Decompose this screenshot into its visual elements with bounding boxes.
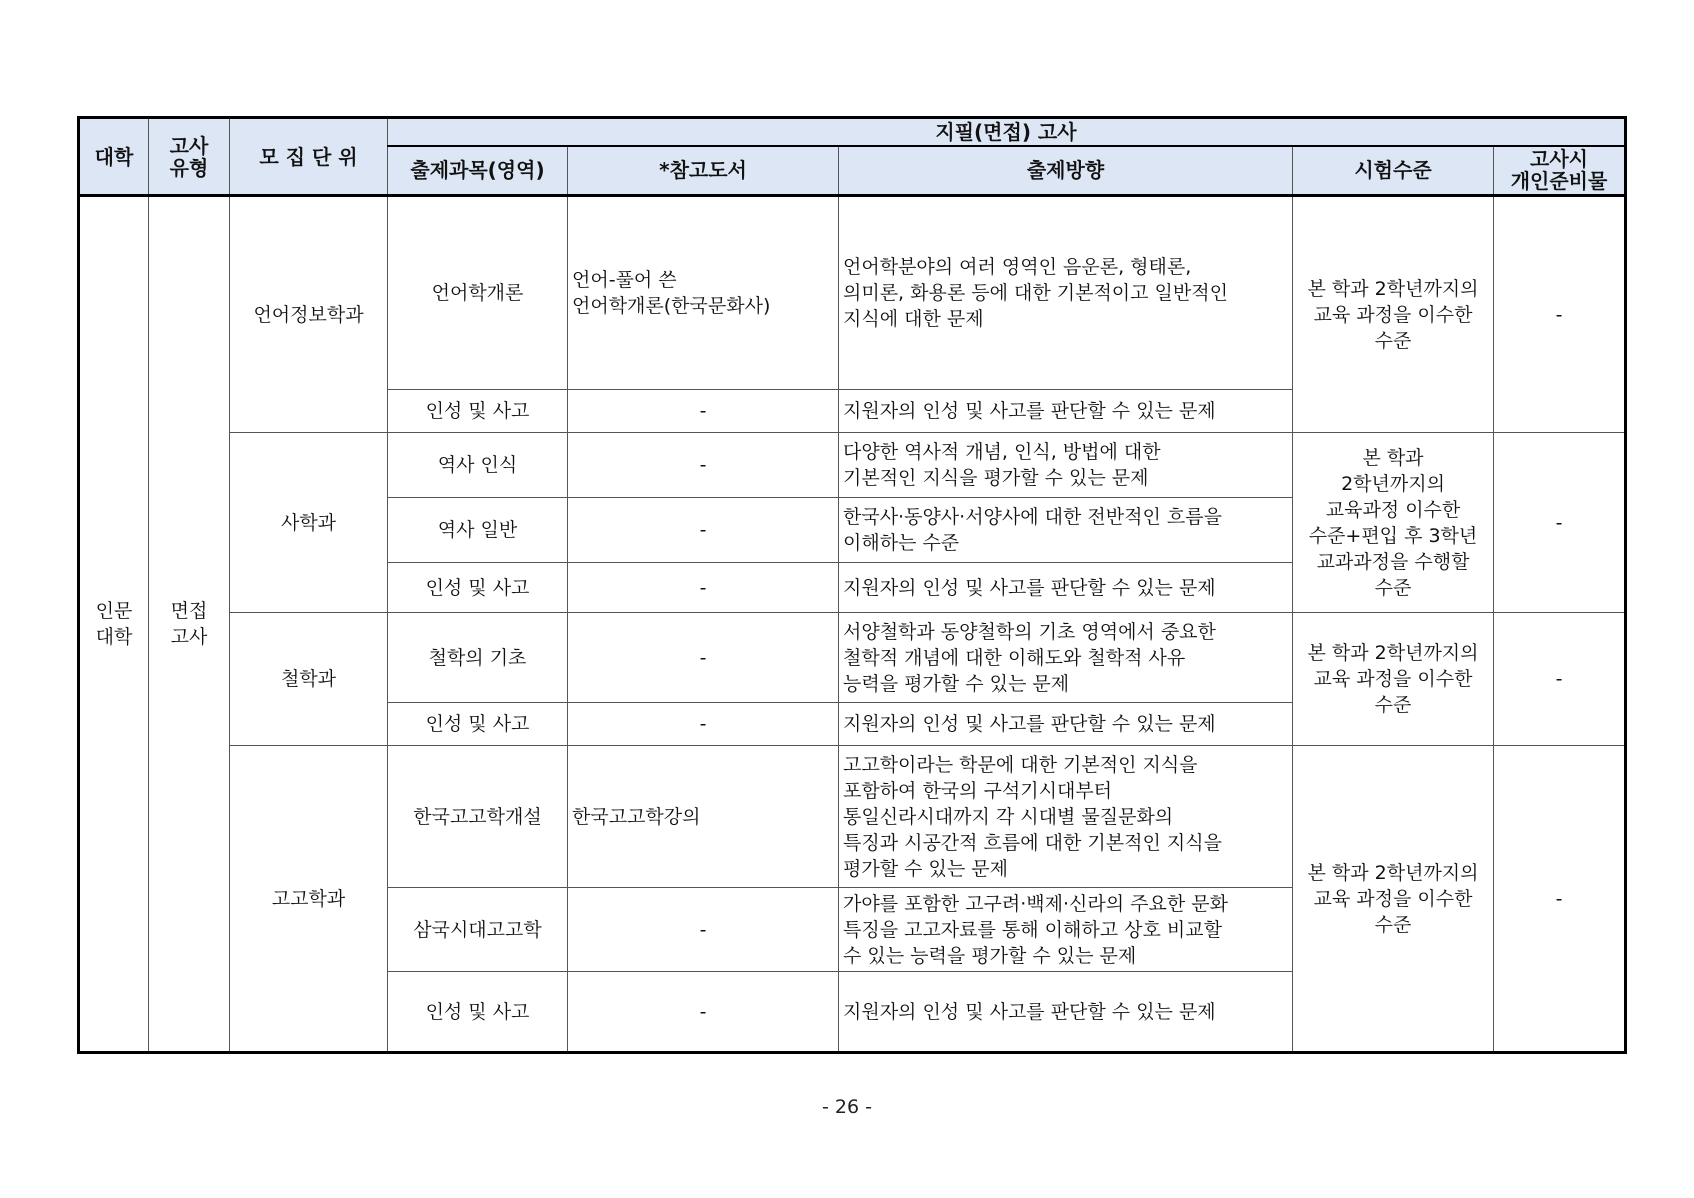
header-exam-type: 고사 유형 [149,118,230,196]
subject-cell: 인성 및 사고 [388,972,568,1053]
direction-cell: 한국사·동양사·서양사에 대한 전반적인 흐름을 이해하는 수준 [839,498,1293,563]
direction-cell: 지원자의 인성 및 사고를 판단할 수 있는 문제 [839,703,1293,746]
table-row [79,613,1626,703]
direction-cell: 언어학분야의 여러 영역인 음운론, 형태론, 의미론, 화용론 등에 대한 기본적이고 일반적인 지식에 대한 문제 [839,196,1293,390]
reference-cell: - [568,563,839,613]
reference-cell: - [568,433,839,498]
reference-cell: - [568,498,839,563]
header-direction: 출제방향 [839,146,1293,196]
header-reference: *참고도서 [568,146,839,196]
subject-cell: 언어학개론 [388,196,568,390]
direction-cell: 서양철학과 동양철학의 기초 영역에서 중요한 철학적 개념에 대한 이해도와 철학적 사유 능력을 평가할 수 있는 문제 [839,613,1293,703]
header-level: 시험수준 [1293,146,1494,196]
prep-cell: - [1494,196,1626,433]
subject-cell: 인성 및 사고 [388,703,568,746]
reference-cell: - [568,972,839,1053]
reference-cell: - [568,703,839,746]
header-university: 대학 [79,118,149,196]
exam-table-container [77,116,1624,1054]
subject-cell: 역사 인식 [388,433,568,498]
prep-cell: - [1494,433,1626,613]
direction-cell: 다양한 역사적 개념, 인식, 방법에 대한 기본적인 지식을 평가할 수 있는 문제 [839,433,1293,498]
subject-cell: 한국고고학개설 [388,746,568,888]
reference-cell: 한국고고학강의 [568,746,839,888]
reference-cell: - [568,888,839,972]
direction-cell: 고고학이라는 학문에 대한 기본적인 지식을 포함하여 한국의 구석기시대부터 통일신라시대까지 각 시대별 물질문화의 특징과 시공간적 흐름에 대한 기본적인 지식을 평가할 수 있는 문제 [839,746,1293,888]
table-row [79,196,1626,390]
prep-cell: - [1494,613,1626,746]
level-cell: 본 학과 2학년까지의 교육과정 이수한 수준+편입 후 3학년 교과과정을 수행할 수준 [1293,433,1494,613]
subject-cell: 인성 및 사고 [388,390,568,433]
reference-cell: 언어-풀어 쓴 언어학개론(한국문화사) [568,196,839,390]
direction-cell: 지원자의 인성 및 사고를 판단할 수 있는 문제 [839,972,1293,1053]
page-number: - 26 - [822,1096,872,1118]
direction-cell: 가야를 포함한 고구려·백제·신라의 주요한 문화 특징을 고고자료를 통해 이해하고 상호 비교할 수 있는 능력을 평가할 수 있는 문제 [839,888,1293,972]
reference-cell: - [568,613,839,703]
unit-name: 언어정보학과 [230,196,388,433]
header-recruit-unit: 모 집 단 위 [230,118,388,196]
exam-table [77,116,1627,1054]
subject-cell: 철학의 기초 [388,613,568,703]
subject-cell: 인성 및 사고 [388,563,568,613]
level-cell: 본 학과 2학년까지의 교육 과정을 이수한 수준 [1293,613,1494,746]
unit-name: 철학과 [230,613,388,746]
subject-cell: 역사 일반 [388,498,568,563]
exam-type-cell: 면접 고사 [149,196,230,1053]
header-personal-items: 고사시 개인준비물 [1494,146,1626,196]
table-row [79,433,1626,498]
level-cell: 본 학과 2학년까지의 교육 과정을 이수한 수준 [1293,746,1494,1053]
subject-cell: 삼국시대고고학 [388,888,568,972]
unit-name: 고고학과 [230,746,388,1053]
table-row [79,746,1626,888]
unit-name: 사학과 [230,433,388,613]
college-cell: 인문 대학 [79,196,149,1053]
header-written-interview-exam: 지필(면접) 고사 [388,118,1626,146]
direction-cell: 지원자의 인성 및 사고를 판단할 수 있는 문제 [839,390,1293,433]
direction-cell: 지원자의 인성 및 사고를 판단할 수 있는 문제 [839,563,1293,613]
level-cell: 본 학과 2학년까지의 교육 과정을 이수한 수준 [1293,196,1494,433]
prep-cell: - [1494,746,1626,1053]
reference-cell: - [568,390,839,433]
header-subject: 출제과목(영역) [388,146,568,196]
